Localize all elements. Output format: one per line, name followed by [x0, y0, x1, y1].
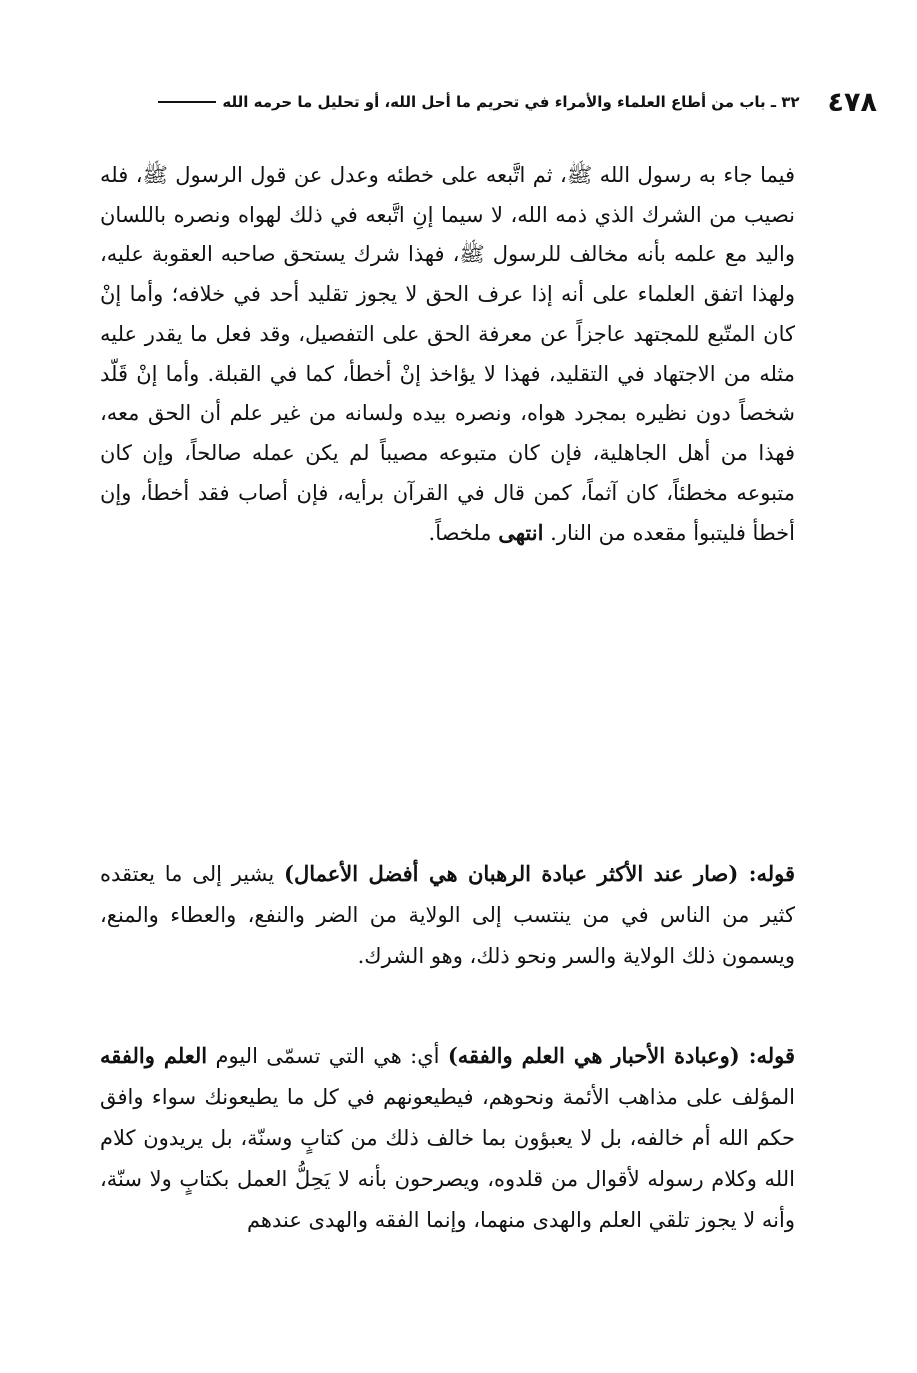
closing-tail: ملخصاً.: [428, 521, 499, 546]
page-number: ٤٧٨: [827, 86, 877, 118]
paragraph-3: [100, 1035, 795, 1241]
paragraph-2-text: يشير إلى ما يعتقده كثير من الناس في من ينتسب إلى الولاية من الضر والنفع، والعطاء والمنع، ويسمون ذلك الولاية والسر ونحو ذلك، وهو الشرك.: [100, 862, 795, 968]
paragraph-3-lead: قوله: (وعبادة الأحبار هي العلم والفقه): [447, 1043, 796, 1068]
page-header: [100, 82, 877, 122]
paragraph-2: [100, 853, 795, 977]
paragraph-2-lead: قوله: (صار عند الأكثر عبادة الرهبان هي أفضل الأعمال): [284, 861, 795, 886]
running-title: ٣٢ ـ باب من أطاع العلماء والأمراء في تحريم ما أحل الله، أو تحليل ما حرمه الله: [222, 93, 800, 111]
paragraph-3-bold-term: العلم والفقه: [100, 1043, 208, 1068]
paragraph-1-text: فيما جاء به رسول الله ﷺ، ثم اتَّبعه على خطئه وعدل عن قول الرسول ﷺ، فله نصيب من الشرك الذي ذمه الله، لا سيما إنِ اتَّبعه في ذلك لهواه ونصره باللسان واليد مع علمه بأنه مخالف للرسول ﷺ، فهذا شرك يستحق صاحبه العقوبة عليه، ولهذا اتفق العلماء على أنه إذا عرف الحق لا يجوز تقليد أحد في خلافه؛ وأما إنْ كان المتّبع للمجتهد عاجزاً عن معرفة الحق على التفصيل، وقد فعل ما يقدر عليه مثله من الاجتهاد في التقليد، فهذا لا يؤاخذ إنْ أخطأ، كما في القبلة. وأما إنْ قَلّد شخصاً دون نظيره بمجرد هواه، ونصره بيده ولسانه من غير علم أن الحق معه، فهذا من أهل الجاهلية، فإن كان متبوعه مصيباً لم يكن عمله صالحاً، وإن كان متبوعه مخطئاً، كان آثماً، كمن قال في القرآن برأيه، فإن أصاب فقد أخطأ، وإن أخطأ فليتبوأ مقعده من النار.: [100, 163, 795, 546]
header-rule: [158, 101, 216, 103]
paragraph-1: [100, 156, 795, 554]
paragraph-3-text-b: المؤلف على مذاهب الأئمة ونحوهم، فيطيعونهم في كل ما يطيعونك سواء وافق حكم الله أم خالفه، بل لا يعبؤون بما خالف ذلك من كتابٍ وسنّة، بل يريدون كلام الله وكلام رسوله لأقوال من قلدوه، ويصرحون بأنه لا يَحِلُّ العمل بكتابٍ ولا سنّة، وأنه لا يجوز تلقي العلم والهدى منهما، وإنما الفقه والهدى عندهم: [100, 1085, 795, 1232]
closing-word: انتهى: [498, 520, 544, 546]
paragraph-3-text-a: أي: هي التي تسمّى اليوم: [207, 1044, 448, 1068]
